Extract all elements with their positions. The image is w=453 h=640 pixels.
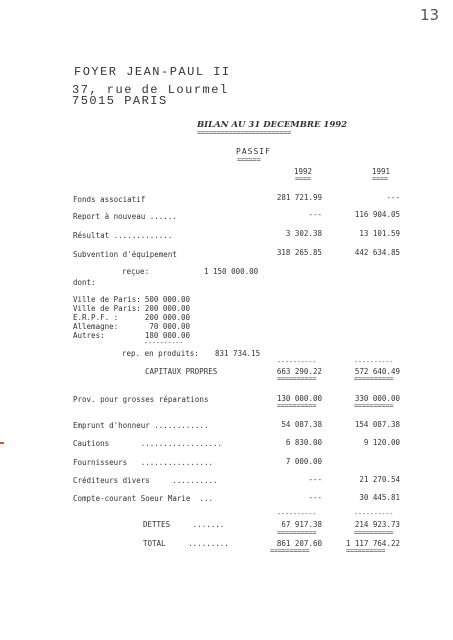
dettes-value-1991: 214 923.73: [354, 520, 400, 529]
prov-label: Prov. pour grosses réparations: [73, 395, 209, 404]
dont-item-label: Ville de Paris:: [73, 304, 141, 313]
row-value-1991: ---: [386, 193, 400, 202]
org-address-line1: 37, rue de Lourmel: [72, 83, 229, 97]
row-value-1992: ---: [308, 210, 322, 219]
dont-item-label: Autres:: [73, 331, 105, 340]
dettes-rule-1992: ----------: [277, 510, 317, 518]
prov-double-rule-1991: ==========: [354, 402, 394, 410]
debt-row-value-1991: 21 270.54: [359, 475, 400, 484]
debt-row-value-1992: 54 087.38: [281, 420, 322, 429]
rep-produits-label: rep. en produits:: [122, 349, 199, 358]
total-double-rule-1992: ==========: [270, 547, 310, 555]
capitaux-double-rule-1991: ==========: [354, 375, 394, 383]
subtotal-rule-1992: ----------: [277, 358, 317, 366]
dont-rule: ----------: [144, 339, 184, 347]
row-value-1991: 13 101.59: [359, 229, 400, 238]
debt-row-value-1992: ---: [308, 475, 322, 484]
total-value-1992: 861 207.60: [276, 539, 322, 548]
prov-double-rule-1992: ==========: [277, 402, 317, 410]
dont-item-value: 200 000.00: [144, 313, 190, 322]
dont-item-value: 200 000.00: [144, 304, 190, 313]
section-rule: ======: [237, 156, 261, 164]
year-1992-header: 1992: [294, 167, 313, 176]
recue-label: reçue:: [122, 267, 150, 276]
debt-row-value-1992: ---: [308, 493, 322, 502]
total-value-1991: 1 117 764.22: [345, 539, 400, 548]
debt-row-value-1991: 154 087.38: [354, 420, 400, 429]
org-name: FOYER JEAN-PAUL II: [74, 65, 231, 79]
dont-item-value: 180 000.00: [144, 331, 190, 340]
dont-item-label: Ville de Paris:: [73, 295, 141, 304]
total-label: TOTAL .........: [143, 539, 229, 548]
prov-value-1992: 130 000.00: [276, 394, 322, 403]
recue-value: 1 150 000.00: [204, 267, 259, 276]
prov-value-1991: 330 000.00: [354, 394, 400, 403]
dont-item-value: 70 000.00: [149, 322, 190, 331]
page-number: 13: [420, 6, 440, 24]
row-value-1992: 281 721.99: [276, 193, 322, 202]
row-label: Fonds associatif: [73, 195, 146, 204]
section-title: PASSIF: [236, 147, 271, 156]
debt-row-value-1991: 30 445.81: [359, 493, 400, 502]
dont-label: dont:: [73, 278, 96, 287]
debt-row-label: Cautions ..................: [73, 439, 223, 448]
row-value-1992: 318 265.85: [276, 248, 322, 257]
dettes-rule-1991: ----------: [354, 510, 394, 518]
year-1992-rule: ====: [295, 175, 311, 183]
dettes-value-1992: 67 917.38: [281, 520, 322, 529]
row-label: Report à nouveau ......: [73, 212, 177, 221]
year-1991-header: 1991: [372, 167, 391, 176]
title-rule: ========================: [197, 129, 291, 137]
debt-row-label: Fournisseurs ................: [73, 458, 213, 467]
dettes-label: DETTES .......: [143, 520, 225, 529]
dont-item-value: 500 000.00: [144, 295, 190, 304]
debt-row-label: Créditeurs divers ..........: [73, 476, 218, 485]
dont-item-label: Allemagne:: [73, 322, 119, 331]
dettes-double-rule-1992: ==========: [277, 529, 317, 537]
document-title: BILAN AU 31 DECEMBRE 1992: [197, 120, 348, 130]
row-label: Résultat .............: [73, 231, 173, 240]
subtotal-rule-1991: ----------: [354, 358, 394, 366]
debt-row-value-1992: 7 000.00: [285, 457, 322, 466]
capitaux-value-1991: 572 640.49: [354, 367, 400, 376]
debt-row-value-1991: 9 120.00: [363, 438, 400, 447]
rep-produits-value: 831 734.15: [215, 349, 261, 358]
capitaux-double-rule-1992: ==========: [277, 375, 317, 383]
total-double-rule-1991: ==========: [346, 547, 386, 555]
row-value-1991: 116 904.05: [354, 210, 400, 219]
edge-mark: [0, 442, 4, 444]
dont-item-label: E.R.P.F. :: [73, 313, 119, 322]
org-address-line2: 75015 PARIS: [72, 94, 168, 108]
capitaux-value-1992: 663 290.22: [276, 367, 322, 376]
year-1991-rule: ====: [372, 175, 388, 183]
debt-row-label: Emprunt d'honneur ............: [73, 421, 209, 430]
debt-row-label: Compte-courant Soeur Marie ...: [73, 494, 213, 503]
capitaux-label: CAPITAUX PROPRES: [145, 367, 218, 376]
debt-row-value-1992: 6 830.00: [285, 438, 322, 447]
row-label: Subvention d'équipement: [73, 250, 177, 259]
dettes-double-rule-1991: ==========: [354, 529, 394, 537]
row-value-1992: 3 302.38: [285, 229, 322, 238]
row-value-1991: 442 634.85: [354, 248, 400, 257]
